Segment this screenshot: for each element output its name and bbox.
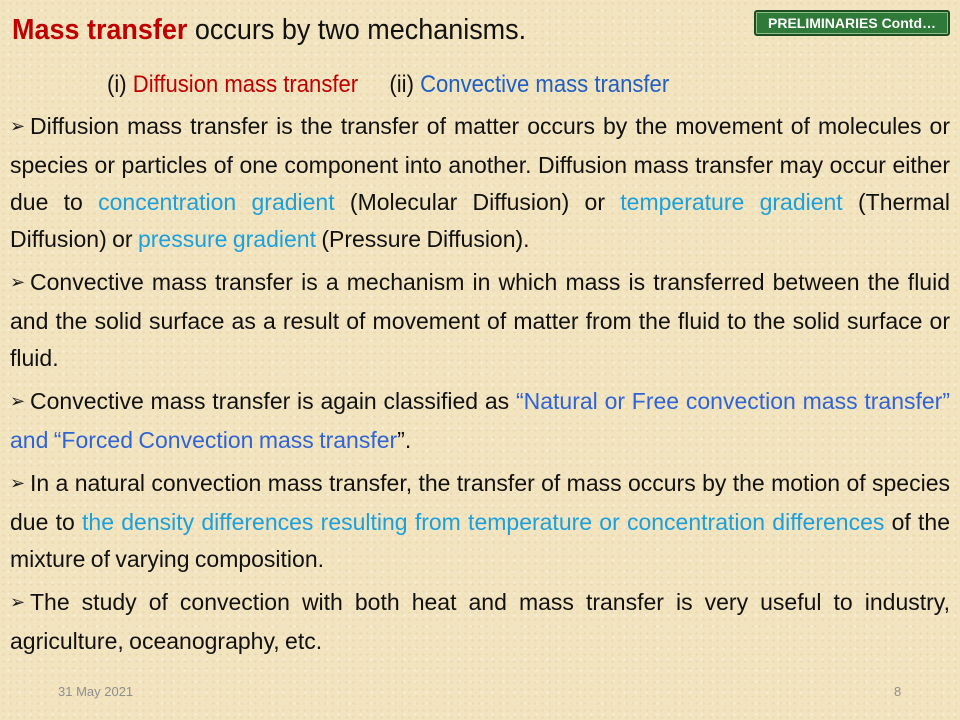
footer-date: 31 May 2021 (58, 684, 134, 699)
section-badge: PRELIMINARIES Contd… (754, 10, 950, 36)
bullet-text: (Pressure Diffusion). (315, 226, 530, 252)
bullet-arrow-icon: ➢ (10, 473, 26, 493)
bullet-diffusion (10, 108, 950, 258)
highlight-convection-types: Natural or Free convection mass transfer” and “Forced Convection mass transfer (10, 388, 950, 453)
bullet-convective (10, 264, 950, 377)
bullet-arrow-icon: ➢ (10, 272, 26, 292)
mechanism-1-number: (i) (107, 71, 133, 98)
bullet-natural-convection (10, 465, 950, 578)
bullet-text: ”. (397, 427, 412, 453)
bullet-text: (Molecular Diffusion) or (334, 189, 621, 215)
highlight-concentration-gradient: concentration gradient (98, 189, 335, 215)
bullet-text: (Thermal Diffusion) or (10, 189, 950, 252)
bullet-text: Convective mass transfer is again classified as (30, 388, 516, 414)
bullet-text: Convective mass transfer is a mechanism in which mass is transferred between the fluid and the solid surface as a result of movement of matter from the fluid to the solid surface or fluid. (10, 269, 950, 371)
mechanism-2-number: (ii) (389, 71, 421, 98)
bullet-list (10, 108, 950, 660)
bullet-text: The study of convection with both heat and mass transfer is very useful to industry, agriculture, oceanography, etc. (10, 589, 950, 654)
bullet-applications (10, 584, 950, 660)
open-quote: “ (515, 388, 524, 414)
highlight-density-differences: the density differences resulting from temperature or concentration differences (82, 509, 885, 535)
mechanisms-line (107, 70, 669, 100)
title-rest: occurs by two mechanisms. (187, 14, 527, 46)
highlight-temperature-gradient: temperature gradient (620, 189, 843, 215)
bullet-text: In a natural convection mass transfer, the transfer of mass occurs by the motion of species due to (10, 470, 950, 535)
bullet-text: Diffusion mass transfer is the transfer of matter occurs by the movement of molecules or species or particles of one component into another. Diffusion mass transfer may occur either due to (10, 113, 950, 215)
title-emphasis: Mass transfer (12, 14, 188, 46)
slide-title (12, 12, 526, 48)
bullet-arrow-icon: ➢ (10, 592, 26, 612)
bullet-arrow-icon: ➢ (10, 391, 26, 411)
mechanism-1-label: Diffusion mass transfer (132, 71, 359, 98)
bullet-arrow-icon: ➢ (10, 116, 26, 136)
footer-page-number: 8 (894, 684, 902, 699)
bullet-text: of the mixture of varying composition. (10, 509, 951, 572)
highlight-pressure-gradient: pressure gradient (137, 226, 316, 252)
mechanism-2-label: Convective mass transfer (420, 71, 670, 98)
bullet-classification (10, 383, 950, 459)
